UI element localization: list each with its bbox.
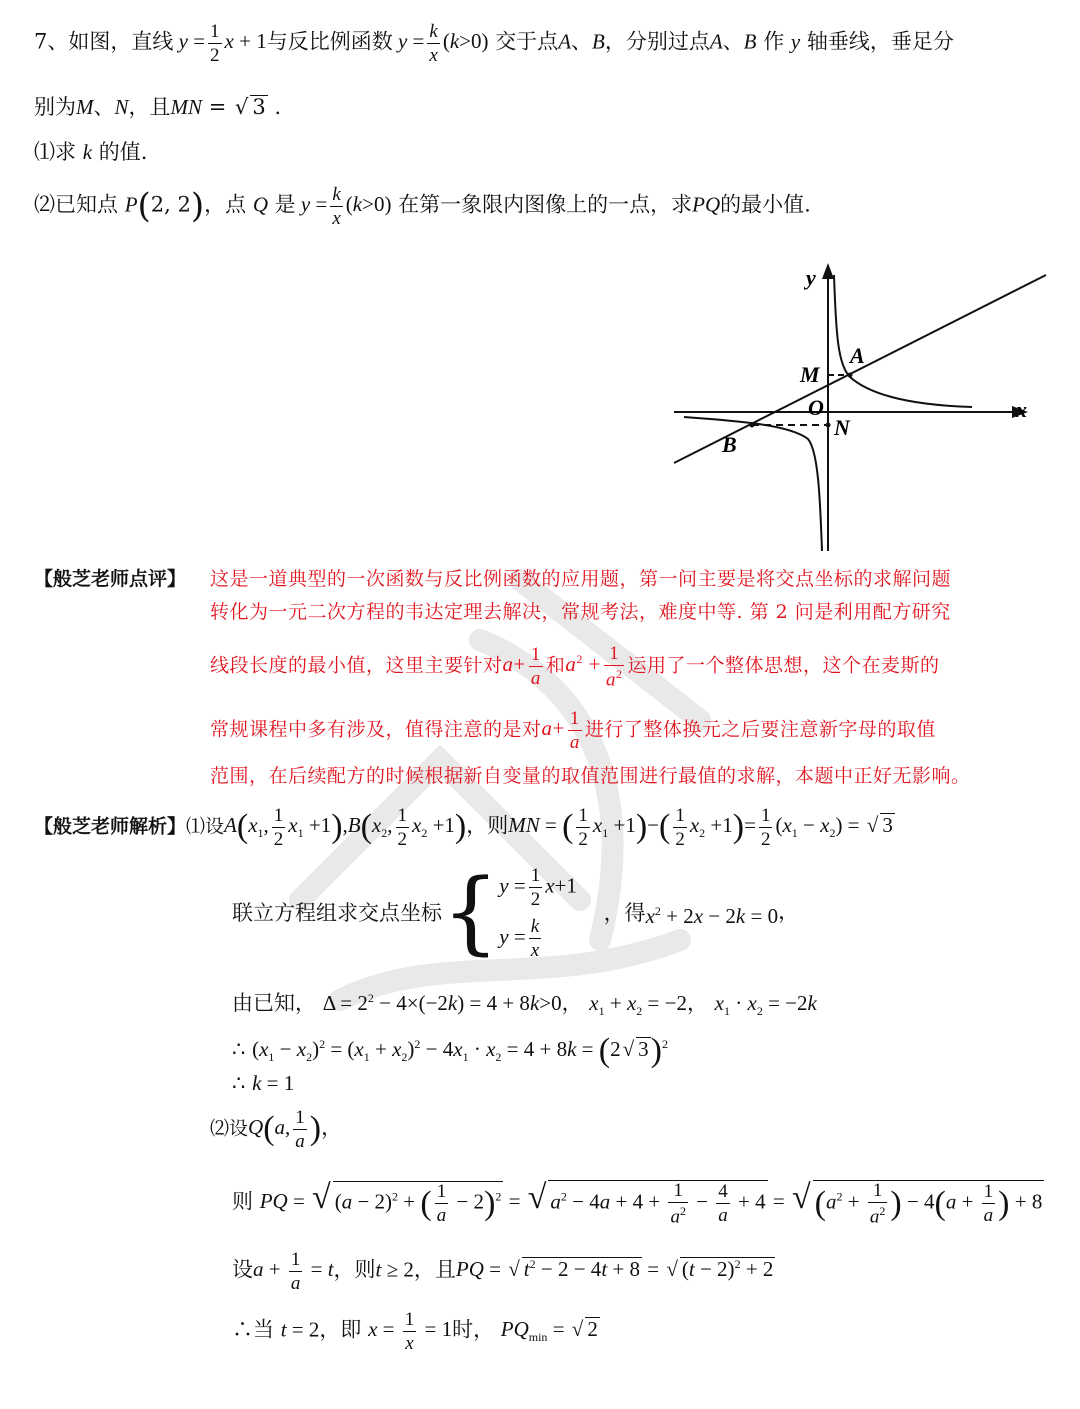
equation-line: y = $\frac{1}{2}$ x + 1 bbox=[173, 21, 267, 66]
question-2-text: 是 bbox=[274, 192, 296, 217]
therefore-symbol: ∴ bbox=[232, 1037, 246, 1061]
comment-line-1: 这是一道典型的一次函数与反比例函数的应用题，第一问主要是将交点坐标的求解问题 bbox=[210, 568, 952, 590]
point-b-marker bbox=[750, 423, 755, 428]
problem-text: 与反比例函数 bbox=[266, 29, 393, 54]
problem-text: 轴垂线，垂足分 bbox=[806, 29, 954, 54]
solution-text: ，且 bbox=[413, 1257, 456, 1282]
y-axis-label: y bbox=[806, 265, 816, 290]
solution-square-identity: ∴ $(x_1 - x_2)^2 = (x_1 + x_2)^2 - 4x_1 \cdot x_2 = 4 + 8k = (2√$ 3)$^2$ bbox=[232, 1032, 668, 1070]
x-axis-label: x bbox=[1016, 397, 1027, 422]
therefore-symbol: ∴ bbox=[232, 1071, 246, 1095]
problem-text: ，且 bbox=[128, 95, 171, 119]
question-2: ⑵已知点 P(2, 2)，点 Q 是 y = $\frac{k}{x}$ (k>0) 在第一象限内图像上的一点，求PQ的最小值. bbox=[34, 184, 811, 229]
solution-text: ，即 bbox=[319, 1317, 362, 1342]
hyperbola-branch-third-quadrant bbox=[684, 417, 822, 551]
question-1-label: ⑴求 bbox=[34, 140, 76, 164]
hyperbola-branch-first-quadrant bbox=[834, 275, 972, 407]
solution-text: 则 bbox=[232, 1189, 253, 1214]
solution-part-1: 【般芝老师解析】⑴设$A(x_1$, $\frac{1}{2}$ $x_1 +1),B(x_2$, $\frac{1}{2}$ $x_2 +1$)，则MN = ( $\frac{1}{2}$ $x_1 +1)-$( $\frac{1}{2}$ $x_2 +1)=$ $\frac{1}{2}$ $(x_1 - x_2)$ = √ 3 bbox=[34, 805, 893, 850]
solution-text: 时， bbox=[452, 1317, 495, 1342]
solution-tag: 【般芝老师解析】 bbox=[34, 815, 187, 838]
point-n-label: N bbox=[834, 415, 850, 440]
solution-text: ，得 bbox=[603, 901, 646, 925]
solution-text: ，则 bbox=[466, 813, 509, 838]
solution-1-label: ⑴设 bbox=[186, 815, 225, 838]
solution-part-2-setup: ⑵设Q(a, $\frac{1}{a}$ )， bbox=[210, 1107, 343, 1152]
point-a-marker bbox=[848, 373, 853, 378]
comment-text: 常规课程中多有涉及，值得注意的是对 bbox=[210, 718, 542, 741]
point-b-label: B bbox=[722, 432, 737, 457]
problem-line-1: 7、如图，直线 y = $\frac{1}{2}$ x + 1与反比例函数 y = $\frac{k}{x}$ (k>0) 交于点A、B，分别过点A、B 作 y 轴垂线，垂足分 bbox=[34, 21, 954, 66]
problem-text: ，分别过点 bbox=[604, 29, 710, 54]
solution-final: ∴当 t = 2，即 x = $\frac{1}{x}$ = 1时， $PQ_{min}$ = √ 2 bbox=[232, 1309, 598, 1354]
solution-2-label: ⑵设 bbox=[210, 1117, 249, 1140]
solution-k-result: ∴ k = 1 bbox=[232, 1071, 295, 1095]
problem-text: 如图，直线 bbox=[68, 29, 174, 54]
comment-line-3: 线段长度的最小值，这里主要针对a+ $\frac{1}{a}$ 和$a^2$ + $\frac{1}{a^2}$ 运用了一个整体思想，这个在麦斯的 bbox=[210, 643, 940, 691]
comment-text: 和 bbox=[545, 654, 566, 677]
problem-line-2: 别为M、N，且MN = √ 3 . bbox=[34, 95, 282, 119]
solution-text: ，则 bbox=[333, 1257, 376, 1282]
solution-text: 由已知， bbox=[232, 991, 316, 1015]
comment-tag: 【般芝老师点评】 bbox=[34, 568, 187, 590]
question-2-text: 在第一象限内图像上的一点，求 bbox=[398, 192, 693, 217]
solution-discriminant: 由已知， $\Delta = 2^2 - 4\times(-2k) = 4 + 8k>0$， $x_1 + x_2 = -2$， $x_1 \cdot x_2 = -2k$ bbox=[232, 991, 817, 1019]
question-2-text: ，点 bbox=[204, 192, 247, 217]
question-1: ⑴求 k 的值. bbox=[34, 140, 148, 164]
question-1-text: 的值. bbox=[98, 140, 148, 164]
point-a-label: A bbox=[850, 343, 865, 368]
solution-text: 联立方程组求交点坐标 bbox=[232, 901, 442, 925]
y-axis-arrow-icon bbox=[822, 263, 834, 279]
comment-line-5: 范围，在后续配方的时候根据新自变量的取值范围进行最值的求解，本题中正好无影响。 bbox=[210, 765, 971, 787]
point-m-label: M bbox=[800, 362, 820, 387]
solution-pq-expression: 则 PQ = √ $(a - 2)^2$ + ( $\frac{1}{a}$ − 2)$^2$ = √ $a^2 - 4a + 4$ + $\frac{1}{a^2}$ − $\frac{4}{a}$ + 4 = √ ($a^2$ + $\frac{1}{a^2}$ ) − 4(a + $\frac{1}{a}$ ) + 8 bbox=[232, 1179, 1043, 1228]
function-graph bbox=[660, 255, 1060, 555]
question-2-label: ⑵已知点 bbox=[34, 192, 118, 217]
comment-text: 线段长度的最小值，这里主要针对 bbox=[210, 654, 503, 677]
problem-text: 作 bbox=[763, 29, 785, 54]
equation-hyperbola: y = $\frac{k}{x}$ (k>0) bbox=[392, 21, 489, 66]
point-n-marker bbox=[826, 423, 831, 428]
solution-system: 联立方程组求交点坐标{ y = $\frac{1}{2}$ x+1 y = $\frac{k}{x}$ ，得$x^2 + 2x - 2k = 0$， bbox=[232, 860, 800, 965]
problem-text: 别为 bbox=[34, 95, 76, 119]
comment-text: 进行了整体换元之后要注意新字母的取值 bbox=[584, 718, 936, 741]
question-2-text: 的最小值. bbox=[720, 192, 811, 217]
solution-substitution: 设a + $\frac{1}{a}$ = t，则t ≥ 2，且PQ = √ $t^2 - 2 - 4t + 8$ = √ $(t - 2)^2 + 2$ bbox=[232, 1249, 774, 1294]
comment-line-4: 常规课程中多有涉及，值得注意的是对a+ $\frac{1}{a}$ 进行了整体换元之后要注意新字母的取值 bbox=[210, 708, 936, 753]
problem-text: 交于点 bbox=[495, 29, 559, 54]
solution-text: 设 bbox=[232, 1257, 253, 1282]
comment-line-2: 转化为一元二次方程的韦达定理去解决，常规考法，难度中等. 第 2 问是利用配方研究 bbox=[210, 601, 951, 623]
origin-label: O bbox=[808, 395, 824, 420]
problem-number: 7、 bbox=[34, 29, 69, 54]
solution-text: ∴当 bbox=[232, 1317, 274, 1342]
comment-text: 运用了一个整体思想，这个在麦斯的 bbox=[627, 654, 940, 677]
